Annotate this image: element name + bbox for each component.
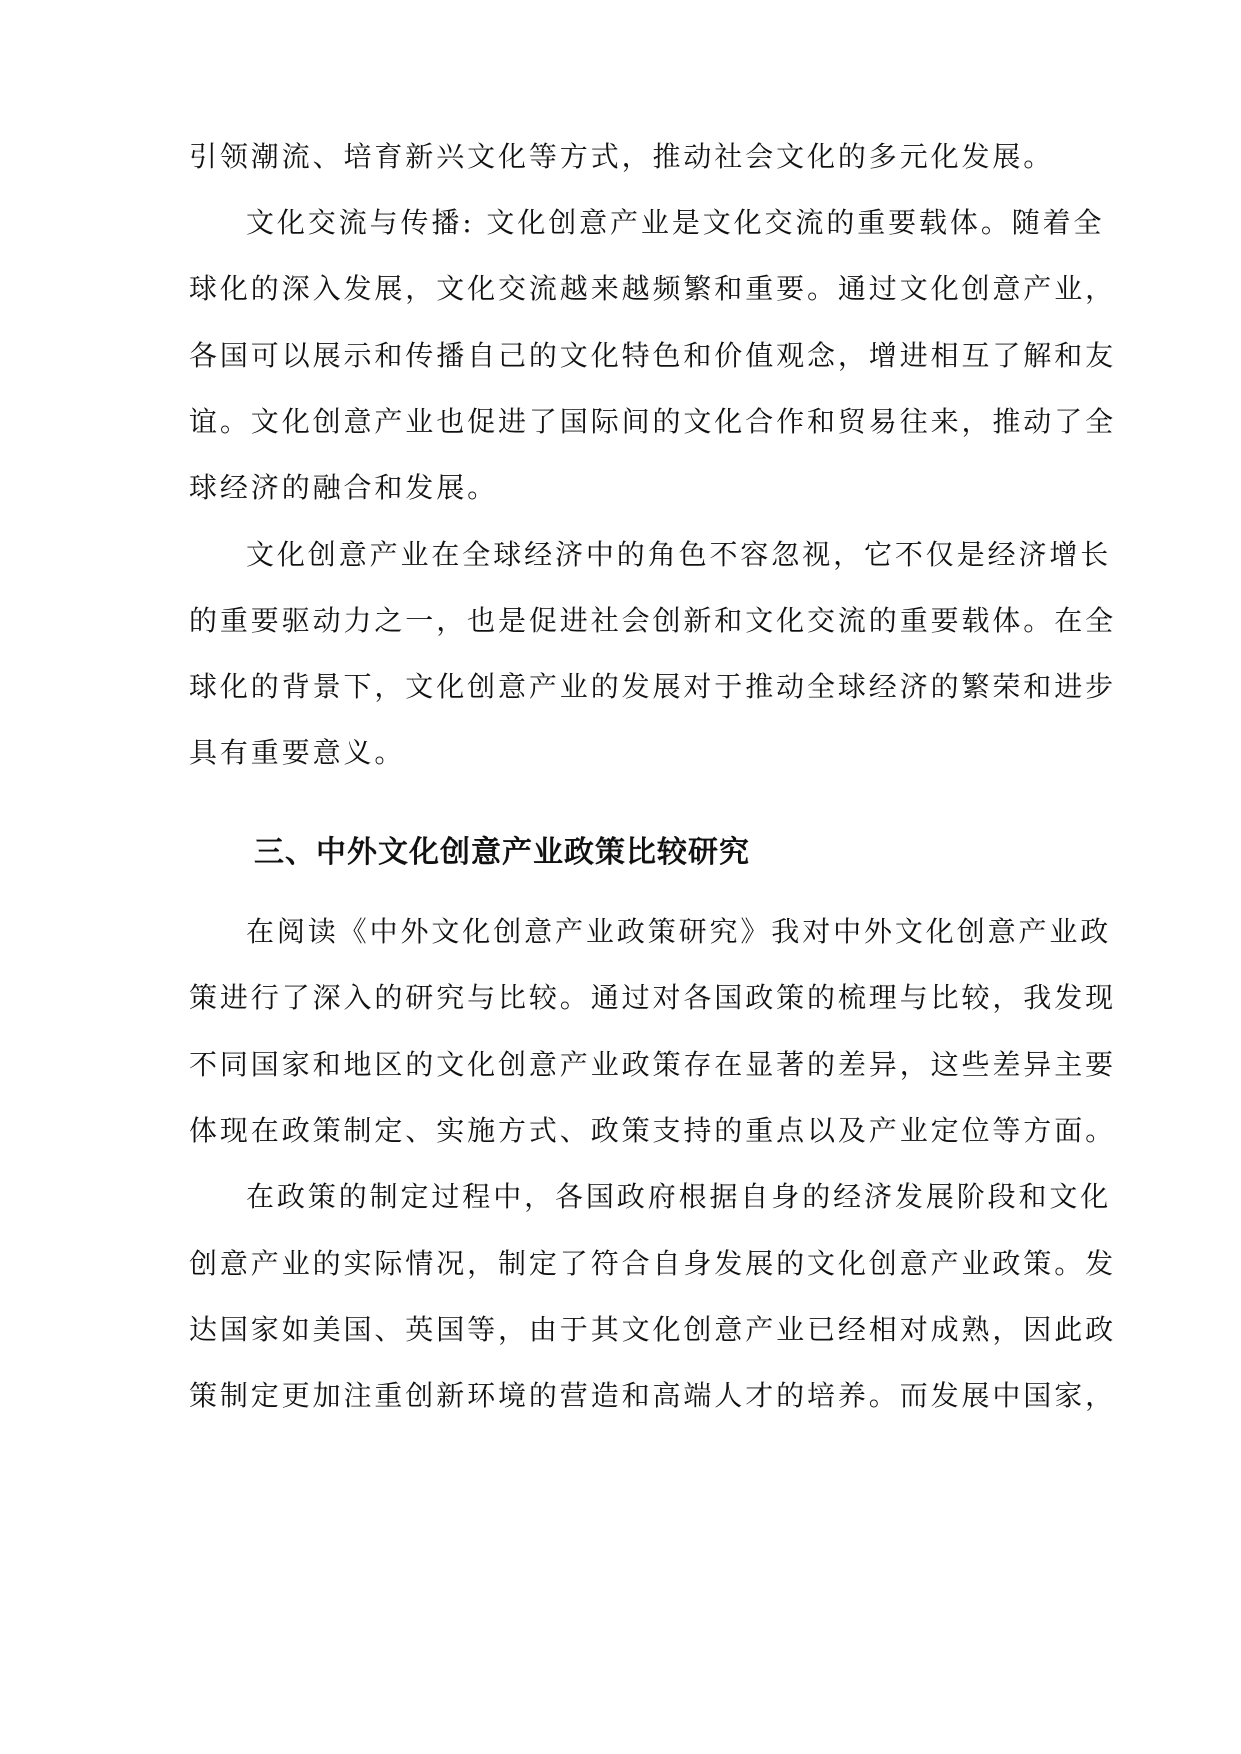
paragraph-line: 创意产业的实际情况，制定了符合自身发展的文化创意产业政策。发 — [189, 1247, 1117, 1280]
paragraph-line: 达国家如美国、英国等，由于其文化创意产业已经相对成熟，因此政 — [189, 1313, 1117, 1346]
paragraph-line: 策进行了深入的研究与比较。通过对各国政策的梳理与比较，我发现 — [189, 981, 1117, 1014]
paragraph-line: 谊。文化创意产业也促进了国际间的文化合作和贸易往来，推动了全 — [189, 405, 1117, 438]
paragraph-line: 球经济的融合和发展。 — [189, 471, 499, 504]
paragraph-line: 球化的背景下，文化创意产业的发展对于推动全球经济的繁荣和进步 — [189, 670, 1117, 703]
paragraph-line: 具有重要意义。 — [189, 736, 406, 769]
paragraph-line: 各国可以展示和传播自己的文化特色和价值观念，增进相互了解和友 — [189, 339, 1117, 372]
paragraph-line: 引领潮流、培育新兴文化等方式，推动社会文化的多元化发展。 — [189, 140, 1055, 173]
paragraph-line: 球化的深入发展，文化交流越来越频繁和重要。通过文化创意产业， — [189, 272, 1117, 305]
paragraph-line: 文化创意产业在全球经济中的角色不容忽视，它不仅是经济增长 — [246, 538, 1112, 571]
paragraph-line: 策制定更加注重创新环境的营造和高端人才的培养。而发展中国家， — [189, 1379, 1117, 1412]
paragraph-line: 体现在政策制定、实施方式、政策支持的重点以及产业定位等方面。 — [189, 1114, 1117, 1147]
paragraph-line: 在阅读《中外文化创意产业政策研究》我对中外文化创意产业政 — [246, 915, 1112, 948]
paragraph-line: 的重要驱动力之一，也是促进社会创新和文化交流的重要载体。在全 — [189, 604, 1117, 637]
paragraph-line: 不同国家和地区的文化创意产业政策存在显著的差异，这些差异主要 — [189, 1048, 1117, 1081]
paragraph-line: 文化交流与传播: 文化创意产业是文化交流的重要载体。随着全 — [246, 206, 1105, 239]
paragraph-line: 在政策的制定过程中，各国政府根据自身的经济发展阶段和文化 — [246, 1180, 1112, 1213]
section-heading: 三、中外文化创意产业政策比较研究 — [254, 835, 750, 870]
